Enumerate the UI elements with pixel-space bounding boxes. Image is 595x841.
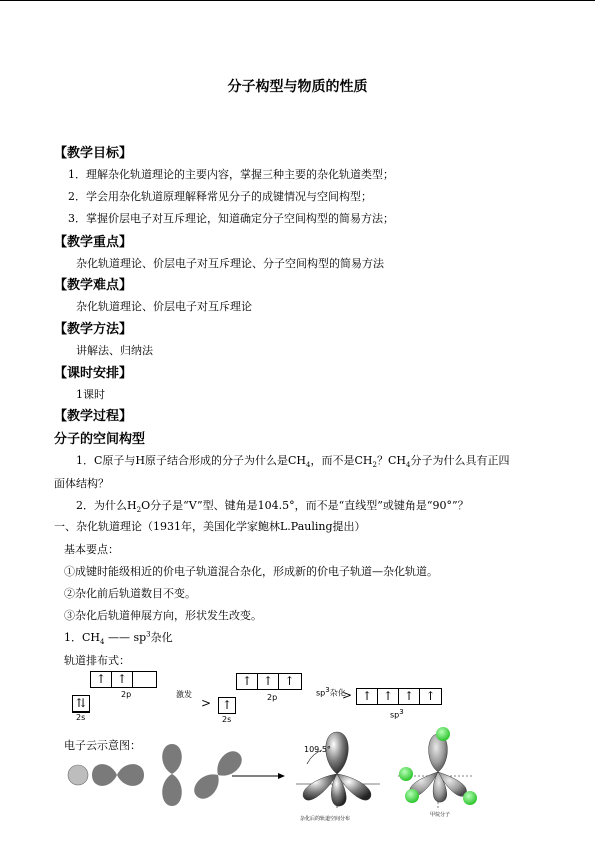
orbital-2p-excited: [236, 673, 302, 690]
ch4-heading: 1．$CH_4$ —— $sp^3$杂化: [64, 630, 173, 647]
question-1-line-1: 1．C原子与H原子结合形成的分子为什么是$CH_4$，而不是$CH_2$？$CH_4$分子为什么具有正四: [76, 454, 510, 470]
up-arrow-icon: ↑: [258, 674, 279, 689]
excitation-label: 激发: [176, 690, 192, 699]
up-down-arrow-icon: ⇅: [75, 696, 87, 710]
point-1: ①成键时能级相近的价电子轨道混合杂化，形成新的价电子轨道—杂化轨道。: [64, 565, 438, 578]
empty-cell: [133, 672, 154, 687]
up-arrow-icon: ↑: [237, 674, 258, 689]
heading-key-points: 【教学重点】: [54, 235, 133, 250]
point-2: ②杂化前后轨道数目不变。: [64, 587, 196, 600]
label-2p: 2p: [121, 690, 132, 699]
question-2: 2．为什么$H_2O$分子是“V”型、键角是104.5°，而不是“直线型”或键角是“90°”？: [76, 499, 469, 515]
orbital-diagram-label: 轨道排布式：: [64, 654, 130, 667]
goal-2: 2．学会用杂化轨道原理解释常见分子的成键情况与空间构型；: [68, 190, 372, 203]
hydrogen-atom-icon: [405, 789, 419, 803]
bond-angle-label: 109.5°: [304, 745, 331, 754]
up-arrow-icon: ↑: [284, 674, 295, 688]
caption-methane: 甲烷分子: [430, 812, 451, 818]
orbital-2s-ground: [72, 695, 90, 712]
key-points-text: 杂化轨道理论、价层电子对互斥理论、分子空间构型的简易方法: [76, 257, 384, 270]
arrow-right-icon: >: [342, 688, 353, 702]
caption-hybrid-orbitals: 杂化后的轨道空间分布: [300, 816, 351, 822]
goal-3: 3．掌握价层电子对互斥理论，知道确定分子空间构型的简易方法；: [68, 212, 394, 225]
up-arrow-icon: ↑: [399, 689, 420, 704]
label-2s-excited: 2s: [222, 715, 232, 724]
p-orbital-diagonal-icon: [190, 747, 246, 803]
hydrogen-atom-icon: [436, 727, 450, 741]
up-arrow-icon: ↑: [378, 689, 399, 704]
methane-molecule-icon: [398, 727, 477, 818]
heading-spatial-structure: 分子的空间构型: [54, 432, 146, 447]
point-3: ③杂化后轨道伸展方向，形状发生改变。: [64, 609, 262, 622]
heading-methods: 【教学方法】: [54, 322, 133, 337]
up-arrow-icon: ↑: [112, 672, 133, 687]
orbital-2s-excited: [218, 697, 236, 714]
basics-label: 基本要点：: [64, 543, 119, 556]
arrow-right-icon: >: [201, 696, 212, 710]
label-2s: 2s: [76, 713, 86, 722]
orbital-2p-ground: [90, 671, 157, 688]
goal-1: 1．理解杂化轨道理论的主要内容，掌握三种主要的杂化轨道类型；: [68, 168, 394, 181]
difficulties-text: 杂化轨道理论、价层电子对互斥理论: [76, 300, 252, 313]
label-sp3: $sp^3$: [390, 708, 404, 720]
p-orbital-horizontal-icon: [92, 764, 144, 786]
up-arrow-icon: ↑: [425, 689, 436, 703]
schedule-text: 1课时: [76, 388, 105, 401]
heading-difficulties: 【教学难点】: [54, 278, 133, 293]
s-orbital-icon: [68, 765, 88, 785]
electron-cloud-label: 电子云示意图：: [64, 739, 141, 752]
sp3-orbitals-icon: [296, 732, 380, 822]
page-title: 分子构型与物质的性质: [227, 79, 368, 95]
hybridization-label: $sp^3$杂化: [316, 686, 346, 698]
heading-schedule: 【课时安排】: [54, 366, 133, 381]
up-arrow-icon: ↑: [221, 698, 233, 712]
theory-heading: 一、杂化轨道理论（1931年，美国化学家鲍林L.Pauling提出）: [54, 520, 366, 533]
orbital-sp3: [356, 688, 442, 705]
electron-cloud-illustration: [60, 724, 500, 824]
top-rule: [0, 0, 595, 1]
label-2p-excited: 2p: [267, 693, 278, 702]
up-arrow-icon: ↑: [91, 672, 112, 687]
heading-process: 【教学过程】: [54, 409, 133, 424]
hydrogen-atom-icon: [399, 767, 413, 781]
heading-goals: 【教学目标】: [54, 146, 133, 161]
arrow-right-icon: [232, 773, 285, 779]
hydrogen-atom-icon: [463, 791, 477, 805]
up-arrow-icon: ↑: [357, 689, 378, 704]
methods-text: 讲解法、归纳法: [76, 344, 153, 357]
p-orbital-vertical-icon: [162, 744, 182, 806]
question-1-line-2: 面体结构？: [54, 477, 109, 490]
